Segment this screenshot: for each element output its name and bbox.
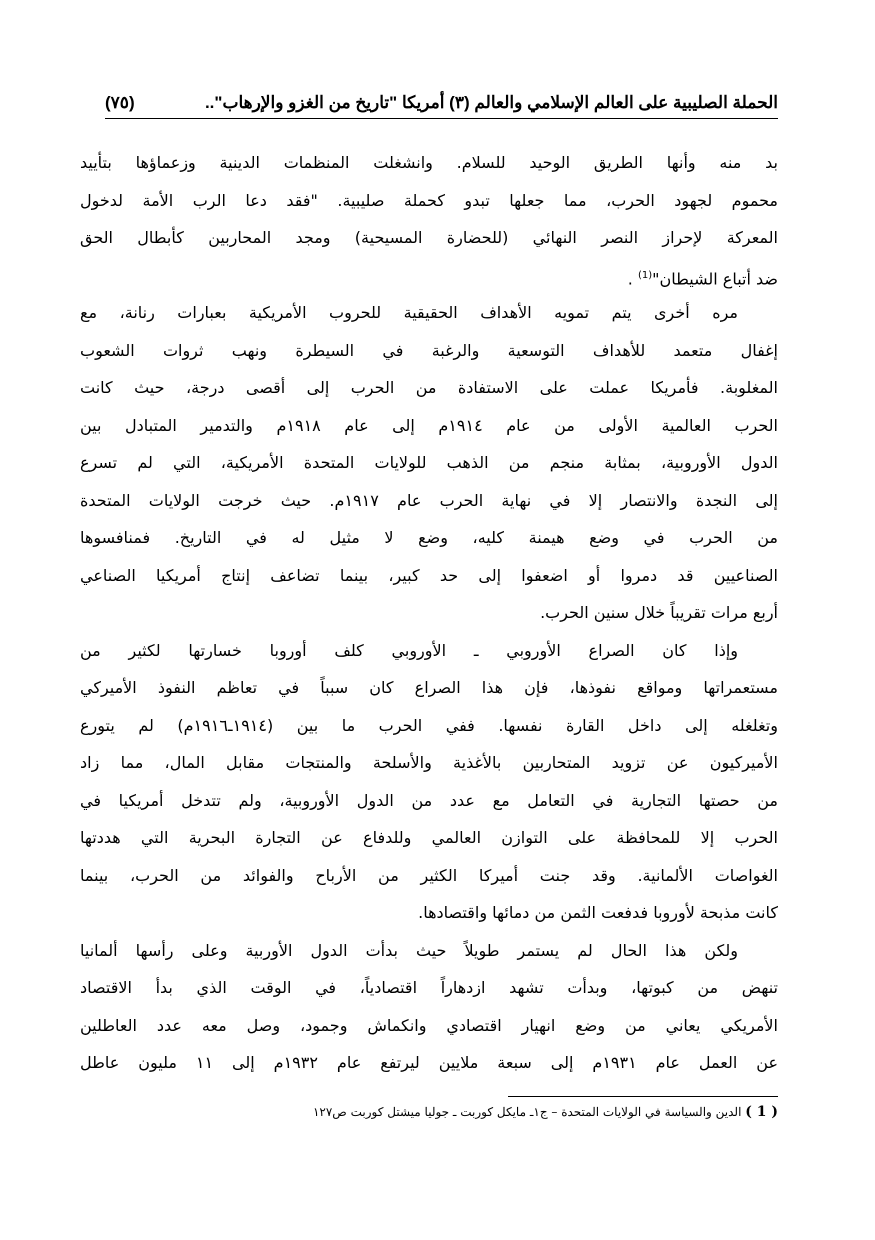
text-line: بد منه وأنها الطريق الوحيد للسلام. وانشغلت المنظمات الدينية وزعماؤها بتأييد bbox=[80, 153, 778, 172]
header-divider bbox=[105, 118, 778, 119]
text-span: . bbox=[627, 268, 638, 288]
body-text bbox=[80, 144, 778, 1082]
paragraph-1 bbox=[80, 144, 778, 294]
paragraph-2 bbox=[80, 294, 778, 632]
text-line: من حصتها التجارية في التعامل مع عدد من الدول الأوروبية، ولم تتدخل أمريكيا في bbox=[80, 790, 778, 810]
text-span: ضد أتباع الشيطان" bbox=[652, 268, 778, 288]
text-line: ولكن هذا الحال لم يستمر طويلاً حيث بدأت الدول الأوربية وعلى رأسها ألمانيا bbox=[80, 940, 738, 960]
header-title: الحملة الصليبية على العالم الإسلامي والعالم (٣) أمريكا "تاريخ من الغزو والإرهاب".. bbox=[204, 93, 778, 112]
text-line: كانت مذبحة لأوروبا فدفعت الثمن من دمائها واقتصادها. bbox=[418, 903, 778, 922]
footnote-divider bbox=[508, 1096, 778, 1097]
text-line: الدول الأوروبية، بمثابة منجم من الذهب للولايات المتحدة الأمريكية، التي لم تسرع bbox=[80, 453, 778, 472]
paragraph-3 bbox=[80, 632, 778, 932]
text-line: المغلوبة. فأمريكا عملت على الاستفادة من الحرب إلى أقصى درجة، حيث كانت bbox=[80, 378, 778, 397]
text-line: إغفال متعمد للأهداف التوسعية والرغبة في السيطرة ونهب ثروات الشعوب bbox=[80, 340, 778, 360]
footnote bbox=[200, 1104, 778, 1120]
text-line: أربع مرات تقريباً خلال سنين الحرب. bbox=[540, 603, 778, 622]
text-line: تنهض من كبوتها، وبدأت تشهد ازدهاراً اقتصادياً، في الوقت الذي بدأ الاقتصاد bbox=[80, 978, 778, 997]
footnote-marker: ( 1 ) bbox=[745, 1104, 778, 1120]
text-line: المعركة لإحراز النصر النهائي (للحضارة المسيحية) ومجد المحاربين كأبطال الحق bbox=[80, 228, 778, 247]
text-line: إلى النجدة والانتصار إلا في نهاية الحرب عام ١٩١٧م. حيث خرجت الولايات المتحدة bbox=[80, 490, 778, 510]
text-line: مره أخرى يتم تمويه الأهداف الحقيقية للحروب الأمريكية بعبارات رنانة، مع bbox=[80, 303, 738, 322]
paragraph-4 bbox=[80, 932, 778, 1082]
text-line: عن العمل عام ١٩٣١م إلى سبعة ملايين ليرتفع عام ١٩٣٢م إلى ١١ مليون عاطل bbox=[80, 1053, 779, 1072]
text-line: محموم لجهود الحرب، مما جعلها تبدو كحملة صليبية. "فقد دعا الرب الأمة لدخول bbox=[80, 190, 778, 210]
text-line: الأميركيون عن تزويد المتحاربين بالأغذية والأسلحة والمنتجات مقابل المال، مما زاد bbox=[80, 753, 778, 772]
text-line: الصناعيين قد دمروا أو اضعفوا إلى حد كبير، بينما تضاعف إنتاج أمريكيا الصناعي bbox=[80, 565, 778, 585]
text-line: من الحرب في وضع هيمنة كليه، وضع لا مثيل له في التاريخ. فمنافسوها bbox=[80, 528, 778, 547]
text-line: الحرب إلا للمحافظة على التوازن العالمي وللدفاع عن التجارة البحرية التي هددتها bbox=[80, 828, 778, 847]
text-line: وتغلغله إلى داخل القارة نفسها. ففي الحرب ما بين (١٩١٤ـ١٩١٦م) لم يتورع bbox=[80, 715, 778, 735]
text-line: الأمريكي يعاني من وضع انهيار اقتصادي وانكماش وجمود، وصل معه عدد العاطلين bbox=[80, 1015, 778, 1035]
text-line bbox=[80, 257, 778, 295]
footnote-reference[interactable]: (1) bbox=[637, 269, 653, 281]
footnote-text: الدين والسياسة في الولايات المتحدة – ج١ـ مايكل كوربت ـ جوليا ميشتل كوربت ص١٢٧ bbox=[312, 1105, 742, 1119]
text-line: مستعمراتها ومواقع نفوذها، فإن هذا الصراع كان سبباً في تعاظم النفوذ الأميركي bbox=[80, 678, 778, 697]
text-line: الغواصات الألمانية. وقد جنت أميركا الكثير من الأرباح والفوائد من الحرب، بينما bbox=[80, 865, 778, 885]
text-line: الحرب العالمية الأولى من عام ١٩١٤م إلى عام ١٩١٨م والتدمير المتبادل بين bbox=[80, 415, 778, 435]
page-number: (٧٥) bbox=[105, 93, 135, 112]
text-line: وإذا كان الصراع الأوروبي ـ الأوروبي كلف أوروبا خسارتها لكثير من bbox=[80, 640, 738, 660]
running-header bbox=[105, 88, 778, 118]
